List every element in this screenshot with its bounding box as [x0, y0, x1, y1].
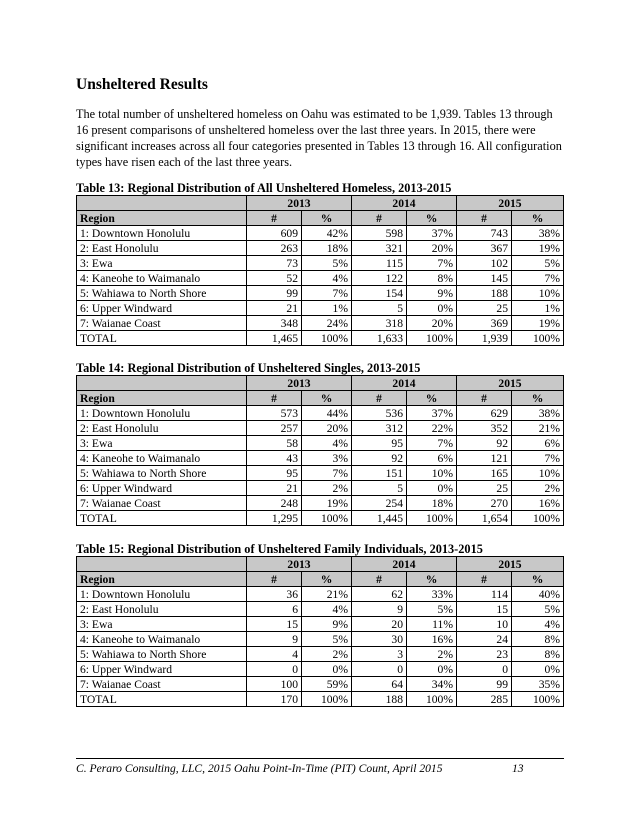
percent-cell: 4%	[302, 271, 352, 286]
year-header-2014: 2014	[352, 196, 457, 211]
count-cell: 0	[457, 662, 512, 677]
count-cell: 95	[352, 436, 407, 451]
percent-cell: 100%	[512, 692, 564, 707]
percent-cell: 7%	[407, 256, 457, 271]
pct-header: %	[512, 391, 564, 406]
percent-cell: 19%	[512, 316, 564, 331]
percent-cell: 6%	[512, 436, 564, 451]
percent-cell: 18%	[302, 241, 352, 256]
percent-cell: 10%	[407, 466, 457, 481]
percent-cell: 24%	[302, 316, 352, 331]
percent-cell: 3%	[302, 451, 352, 466]
count-header: #	[457, 572, 512, 587]
count-cell: 3	[352, 647, 407, 662]
count-cell: 1,633	[352, 331, 407, 346]
table-13-caption: Table 13: Regional Distribution of All Unsheltered Homeless, 2013-2015	[76, 181, 452, 195]
pct-header: %	[407, 572, 457, 587]
year-header-2014: 2014	[352, 557, 457, 572]
count-cell: 285	[457, 692, 512, 707]
year-header-2014: 2014	[352, 376, 457, 391]
count-cell: 270	[457, 496, 512, 511]
percent-cell: 0%	[407, 301, 457, 316]
year-header-2015: 2015	[457, 376, 564, 391]
region-cell: 4: Kaneohe to Waimanalo	[77, 271, 247, 286]
percent-cell: 20%	[302, 421, 352, 436]
percent-cell: 8%	[512, 647, 564, 662]
percent-cell: 100%	[407, 692, 457, 707]
count-cell: 58	[247, 436, 302, 451]
count-cell: 573	[247, 406, 302, 421]
percent-cell: 100%	[407, 511, 457, 526]
count-cell: 154	[352, 286, 407, 301]
count-cell: 188	[352, 692, 407, 707]
percent-cell: 5%	[512, 256, 564, 271]
percent-cell: 4%	[302, 602, 352, 617]
table-14	[76, 375, 564, 526]
count-cell: 102	[457, 256, 512, 271]
percent-cell: 7%	[407, 436, 457, 451]
region-cell: 3: Ewa	[77, 256, 247, 271]
region-cell: 4: Kaneohe to Waimanalo	[77, 632, 247, 647]
count-cell: 15	[457, 602, 512, 617]
region-header: Region	[77, 572, 247, 587]
region-cell: TOTAL	[77, 331, 247, 346]
count-cell: 114	[457, 587, 512, 602]
count-cell: 9	[352, 602, 407, 617]
region-cell: 5: Wahiawa to North Shore	[77, 466, 247, 481]
percent-cell: 40%	[512, 587, 564, 602]
table-row	[77, 481, 564, 496]
count-cell: 188	[457, 286, 512, 301]
region-header: Region	[77, 211, 247, 226]
count-cell: 609	[247, 226, 302, 241]
percent-cell: 0%	[407, 481, 457, 496]
table-row	[77, 617, 564, 632]
region-cell: 6: Upper Windward	[77, 301, 247, 316]
count-cell: 99	[457, 677, 512, 692]
percent-cell: 35%	[512, 677, 564, 692]
percent-cell: 0%	[407, 662, 457, 677]
table-row	[77, 662, 564, 677]
count-cell: 1,295	[247, 511, 302, 526]
region-cell: TOTAL	[77, 511, 247, 526]
count-header: #	[352, 391, 407, 406]
count-cell: 64	[352, 677, 407, 692]
count-cell: 36	[247, 587, 302, 602]
percent-cell: 5%	[407, 602, 457, 617]
region-cell: 5: Wahiawa to North Shore	[77, 286, 247, 301]
pct-header: %	[407, 391, 457, 406]
table-row	[77, 692, 564, 707]
percent-cell: 38%	[512, 406, 564, 421]
table-row	[77, 241, 564, 256]
count-header: #	[457, 391, 512, 406]
table-row	[77, 406, 564, 421]
count-cell: 248	[247, 496, 302, 511]
pct-header: %	[512, 211, 564, 226]
count-cell: 318	[352, 316, 407, 331]
year-header-2013: 2013	[247, 557, 352, 572]
count-cell: 312	[352, 421, 407, 436]
percent-cell: 21%	[512, 421, 564, 436]
region-cell: TOTAL	[77, 692, 247, 707]
count-cell: 115	[352, 256, 407, 271]
region-cell: 1: Downtown Honolulu	[77, 226, 247, 241]
region-cell: 6: Upper Windward	[77, 662, 247, 677]
table-14-caption: Table 14: Regional Distribution of Unsheltered Singles, 2013-2015	[76, 361, 421, 375]
table-row	[77, 451, 564, 466]
percent-cell: 44%	[302, 406, 352, 421]
table-row	[77, 436, 564, 451]
region-cell: 7: Waianae Coast	[77, 316, 247, 331]
count-cell: 263	[247, 241, 302, 256]
percent-cell: 7%	[512, 451, 564, 466]
percent-cell: 100%	[407, 331, 457, 346]
percent-cell: 19%	[512, 241, 564, 256]
count-cell: 52	[247, 271, 302, 286]
table-row	[77, 316, 564, 331]
region-cell: 7: Waianae Coast	[77, 677, 247, 692]
count-cell: 165	[457, 466, 512, 481]
year-header-2015: 2015	[457, 196, 564, 211]
percent-cell: 9%	[302, 617, 352, 632]
count-cell: 24	[457, 632, 512, 647]
pct-header: %	[302, 572, 352, 587]
percent-cell: 9%	[407, 286, 457, 301]
percent-cell: 100%	[302, 511, 352, 526]
region-cell: 1: Downtown Honolulu	[77, 587, 247, 602]
count-cell: 348	[247, 316, 302, 331]
percent-cell: 7%	[302, 466, 352, 481]
table-row	[77, 587, 564, 602]
count-cell: 15	[247, 617, 302, 632]
table-row	[77, 286, 564, 301]
percent-cell: 4%	[512, 617, 564, 632]
count-cell: 321	[352, 241, 407, 256]
percent-cell: 100%	[302, 331, 352, 346]
percent-cell: 100%	[512, 511, 564, 526]
percent-cell: 10%	[512, 466, 564, 481]
percent-cell: 5%	[302, 256, 352, 271]
percent-cell: 19%	[302, 496, 352, 511]
count-cell: 10	[457, 617, 512, 632]
count-cell: 20	[352, 617, 407, 632]
table-row	[77, 602, 564, 617]
count-cell: 121	[457, 451, 512, 466]
table-15	[76, 556, 564, 707]
table-row	[77, 331, 564, 346]
percent-cell: 37%	[407, 226, 457, 241]
footer-divider	[76, 758, 564, 759]
region-cell: 2: East Honolulu	[77, 602, 247, 617]
percent-cell: 7%	[302, 286, 352, 301]
percent-cell: 100%	[512, 331, 564, 346]
percent-cell: 0%	[302, 662, 352, 677]
percent-cell: 2%	[407, 647, 457, 662]
count-cell: 1,465	[247, 331, 302, 346]
count-cell: 21	[247, 301, 302, 316]
region-cell: 4: Kaneohe to Waimanalo	[77, 451, 247, 466]
count-cell: 257	[247, 421, 302, 436]
pct-header: %	[407, 211, 457, 226]
count-cell: 151	[352, 466, 407, 481]
table-row	[77, 647, 564, 662]
count-cell: 43	[247, 451, 302, 466]
region-header: Region	[77, 391, 247, 406]
percent-cell: 22%	[407, 421, 457, 436]
header-blank	[77, 557, 247, 572]
percent-cell: 5%	[302, 632, 352, 647]
table-row	[77, 271, 564, 286]
percent-cell: 8%	[512, 632, 564, 647]
region-cell: 7: Waianae Coast	[77, 496, 247, 511]
count-cell: 30	[352, 632, 407, 647]
percent-cell: 38%	[512, 226, 564, 241]
region-cell: 3: Ewa	[77, 436, 247, 451]
count-cell: 1,654	[457, 511, 512, 526]
count-cell: 1,445	[352, 511, 407, 526]
table-row	[77, 632, 564, 647]
header-blank	[77, 196, 247, 211]
year-header-2013: 2013	[247, 196, 352, 211]
percent-cell: 11%	[407, 617, 457, 632]
percent-cell: 34%	[407, 677, 457, 692]
percent-cell: 2%	[512, 481, 564, 496]
percent-cell: 2%	[302, 481, 352, 496]
count-cell: 92	[352, 451, 407, 466]
percent-cell: 8%	[407, 271, 457, 286]
table-row	[77, 677, 564, 692]
percent-cell: 10%	[512, 286, 564, 301]
header-blank	[77, 376, 247, 391]
percent-cell: 4%	[302, 436, 352, 451]
percent-cell: 0%	[512, 662, 564, 677]
count-cell: 122	[352, 271, 407, 286]
count-cell: 92	[457, 436, 512, 451]
count-header: #	[247, 211, 302, 226]
count-cell: 536	[352, 406, 407, 421]
count-cell: 25	[457, 301, 512, 316]
count-cell: 100	[247, 677, 302, 692]
table-row	[77, 421, 564, 436]
count-cell: 21	[247, 481, 302, 496]
count-cell: 352	[457, 421, 512, 436]
table-row	[77, 496, 564, 511]
pct-header: %	[512, 572, 564, 587]
table-row	[77, 256, 564, 271]
region-cell: 1: Downtown Honolulu	[77, 406, 247, 421]
region-cell: 6: Upper Windward	[77, 481, 247, 496]
pct-header: %	[302, 211, 352, 226]
count-cell: 25	[457, 481, 512, 496]
table-15-caption: Table 15: Regional Distribution of Unsheltered Family Individuals, 2013-2015	[76, 542, 483, 556]
region-cell: 2: East Honolulu	[77, 421, 247, 436]
count-header: #	[247, 572, 302, 587]
percent-cell: 6%	[407, 451, 457, 466]
count-cell: 629	[457, 406, 512, 421]
count-cell: 95	[247, 466, 302, 481]
percent-cell: 18%	[407, 496, 457, 511]
count-cell: 9	[247, 632, 302, 647]
percent-cell: 1%	[512, 301, 564, 316]
count-header: #	[352, 211, 407, 226]
count-cell: 1,939	[457, 331, 512, 346]
table-row	[77, 466, 564, 481]
percent-cell: 59%	[302, 677, 352, 692]
region-cell: 5: Wahiawa to North Shore	[77, 647, 247, 662]
percent-cell: 16%	[407, 632, 457, 647]
percent-cell: 33%	[407, 587, 457, 602]
count-cell: 369	[457, 316, 512, 331]
table-row	[77, 511, 564, 526]
region-cell: 2: East Honolulu	[77, 241, 247, 256]
count-cell: 23	[457, 647, 512, 662]
count-cell: 367	[457, 241, 512, 256]
count-cell: 170	[247, 692, 302, 707]
intro-paragraph: The total number of unsheltered homeless on Oahu was estimated to be 1,939. Tables 13 through 16 present comparisons of unsheltered homeless over the last three years. In 2015, there were significant increases across all four categories presented in Tables 13 through 16. All configuration types have risen each of the last three years.	[76, 107, 562, 169]
page-number: 13	[512, 762, 524, 775]
percent-cell: 20%	[407, 316, 457, 331]
count-cell: 743	[457, 226, 512, 241]
count-cell: 6	[247, 602, 302, 617]
count-cell: 145	[457, 271, 512, 286]
table-row	[77, 226, 564, 241]
count-cell: 0	[352, 662, 407, 677]
percent-cell: 7%	[512, 271, 564, 286]
count-cell: 99	[247, 286, 302, 301]
count-cell: 73	[247, 256, 302, 271]
percent-cell: 1%	[302, 301, 352, 316]
year-header-2015: 2015	[457, 557, 564, 572]
percent-cell: 20%	[407, 241, 457, 256]
percent-cell: 100%	[302, 692, 352, 707]
percent-cell: 2%	[302, 647, 352, 662]
count-cell: 598	[352, 226, 407, 241]
percent-cell: 37%	[407, 406, 457, 421]
count-cell: 0	[247, 662, 302, 677]
count-header: #	[247, 391, 302, 406]
count-cell: 4	[247, 647, 302, 662]
region-cell: 3: Ewa	[77, 617, 247, 632]
table-row	[77, 301, 564, 316]
table-13	[76, 195, 564, 346]
count-cell: 254	[352, 496, 407, 511]
count-cell: 62	[352, 587, 407, 602]
count-cell: 5	[352, 301, 407, 316]
pct-header: %	[302, 391, 352, 406]
percent-cell: 42%	[302, 226, 352, 241]
percent-cell: 16%	[512, 496, 564, 511]
count-header: #	[352, 572, 407, 587]
percent-cell: 5%	[512, 602, 564, 617]
year-header-2013: 2013	[247, 376, 352, 391]
percent-cell: 21%	[302, 587, 352, 602]
count-header: #	[457, 211, 512, 226]
section-heading: Unsheltered Results	[76, 76, 208, 93]
footer-text: C. Peraro Consulting, LLC, 2015 Oahu Point-In-Time (PIT) Count, April 2015	[76, 762, 443, 775]
count-cell: 5	[352, 481, 407, 496]
